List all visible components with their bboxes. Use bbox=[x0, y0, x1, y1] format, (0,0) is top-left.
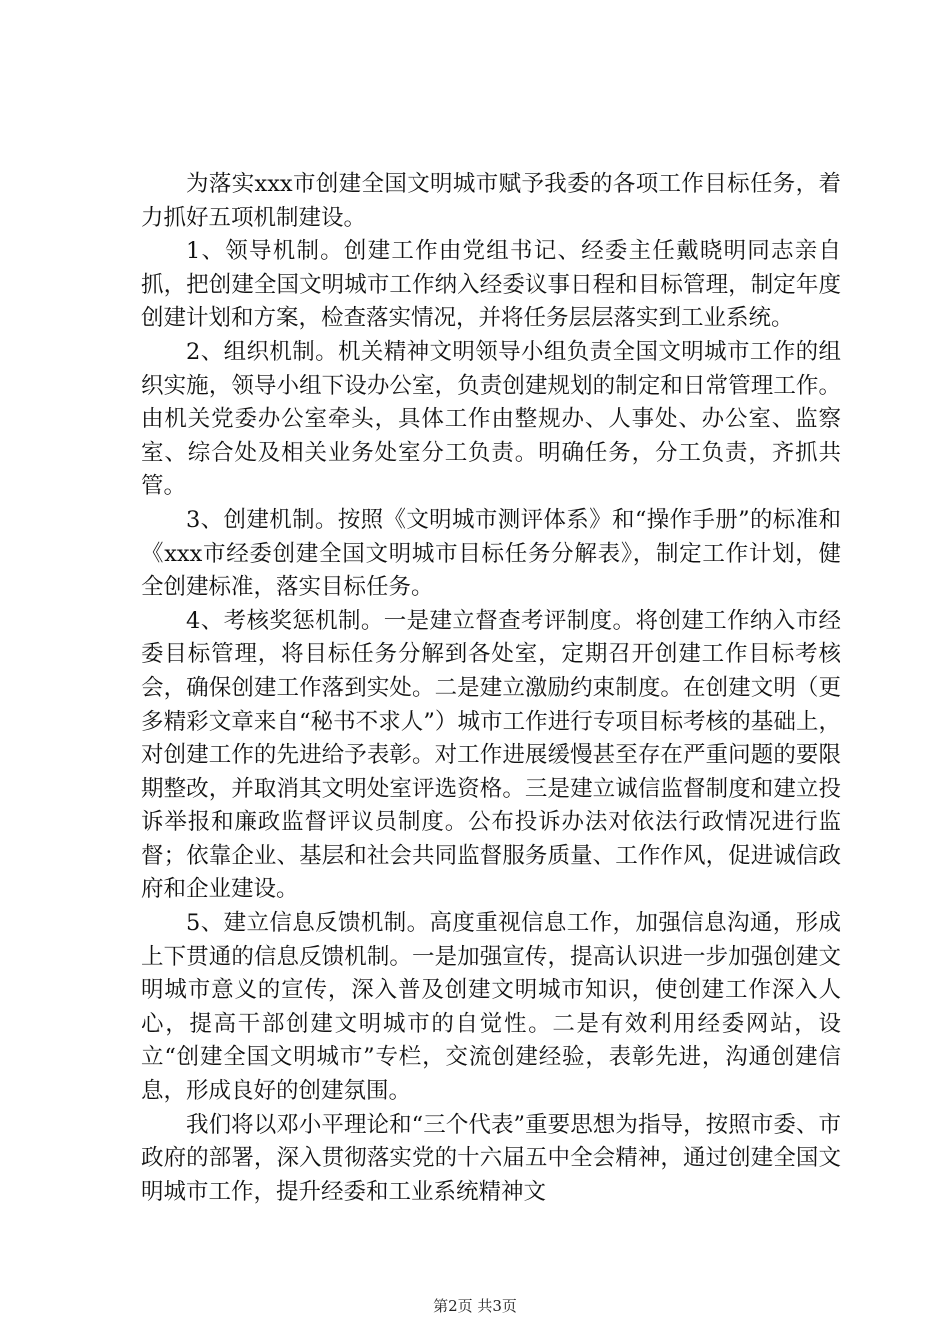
paragraph-intro: 为落实xxx市创建全国文明城市赋予我委的各项工作目标任务，着力抓好五项机制建设。 bbox=[141, 171, 841, 231]
page-footer: 第2页 共3页 bbox=[433, 1297, 517, 1315]
paragraph-assessment-mechanism: 4、考核奖惩机制。一是建立督查考评制度。将创建工作纳入市经委目标管理，将目标任务分解到各处室，定期召开创建工作目标考核会，确保创建工作落到实处。二是建立激励约束制度。在创建文明（更多精彩文章来自“秘书不求人”）城市工作进行专项目标考核的基础上，对创建工作的先进给予表彰。对工作进展缓慢甚至存在严重问题的要限期整改，并取消其文明处室评选资格。三是建立诚信监督制度和建立投诉举报和廉政监督评议员制度。公布投诉办法对依法行政情况进行监督；依靠企业、基层和社会共同监督服务质量、工作作风，促进诚信政府和企业建设。 bbox=[141, 607, 841, 903]
paragraph-conclusion: 我们将以邓小平理论和“三个代表”重要思想为指导，按照市委、市政府的部署，深入贯彻落实党的十六届五中全会精神，通过创建全国文明城市工作，提升经委和工业系统精神文 bbox=[141, 1111, 841, 1205]
document-body bbox=[141, 168, 841, 1209]
paragraph-leadership-mechanism: 1、领导机制。创建工作由党组书记、经委主任戴晓明同志亲自抓，把创建全国文明城市工作纳入经委议事日程和目标管理，制定年度创建计划和方案，检查落实情况，并将任务层层落实到工业系统。 bbox=[141, 238, 841, 332]
paragraph-creation-mechanism: 3、创建机制。按照《文明城市测评体系》和“操作手册”的标准和《xxx市经委创建全国文明城市目标任务分解表》，制定工作计划，健全创建标准，落实目标任务。 bbox=[141, 506, 841, 601]
paragraph-organization-mechanism: 2、组织机制。机关精神文明领导小组负责全国文明城市工作的组织实施，领导小组下设办公室，负责创建规划的制定和日常管理工作。由机关党委办公室牵头，具体工作由整规办、人事处、办公室、监察室、综合处及相关业务处室分工负责。明确任务，分工负责，齐抓共管。 bbox=[141, 338, 841, 500]
paragraph-feedback-mechanism: 5、建立信息反馈机制。高度重视信息工作，加强信息沟通，形成上下贯通的信息反馈机制。一是加强宣传，提高认识进一步加强创建文明城市意义的宣传，深入普及创建文明城市知识，使创建工作深入人心，提高干部创建文明城市的自觉性。二是有效利用经委网站，设立“创建全国文明城市”专栏，交流创建经验，表彰先进，沟通创建信息，形成良好的创建氛围。 bbox=[141, 910, 841, 1105]
